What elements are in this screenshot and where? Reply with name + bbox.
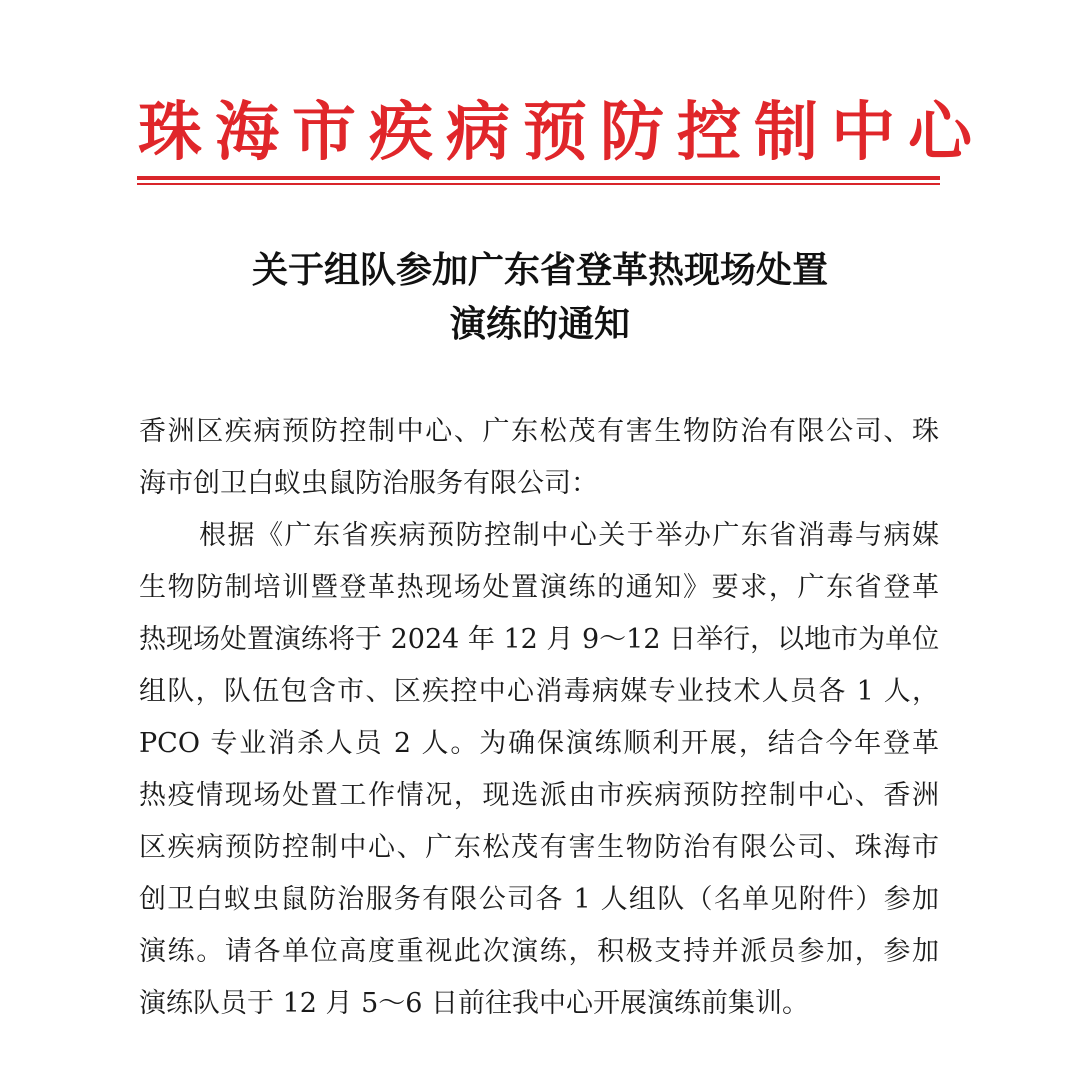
body-line: 热现场处置演练将于 2024 年 12 月 9～12 日举行，以地市为单位 (139, 624, 940, 655)
body-line: 根据《广东省疾病预防控制中心关于举办广东省消毒与病媒 (199, 520, 939, 551)
body-line: PCO 专业消杀人员 2 人。为确保演练顺利开展，结合今年登革 (139, 728, 939, 759)
body-line: 热疫情现场处置工作情况，现选派由市疾病预防控制中心、香洲 (139, 780, 939, 811)
body-line: 生物防制培训暨登革热现场处置演练的通知》要求，广东省登革 (139, 572, 939, 603)
body-line: 区疾病预防控制中心、广东松茂有害生物防治有限公司、珠海市 (139, 832, 939, 863)
notice-title-line-1: 关于组队参加广东省登革热现场处置 (251, 249, 828, 291)
header-divider-thick (137, 176, 940, 180)
notice-title-line-2: 演练的通知 (449, 303, 630, 345)
organization-header: 珠海市疾病预防控制中心 (138, 95, 985, 170)
body-line: 创卫白蚁虫鼠防治服务有限公司各 1 人组队（名单见附件）参加 (139, 884, 939, 915)
addressee-line-1: 香洲区疾病预防控制中心、广东松茂有害生物防治有限公司、珠 (139, 416, 939, 447)
body-line: 演练。请各单位高度重视此次演练，积极支持并派员参加，参加 (139, 936, 939, 967)
header-divider-thin (137, 183, 940, 185)
body-line: 演练队员于 12 月 5～6 日前往我中心开展演练前集训。 (139, 988, 810, 1019)
addressee-line-2: 海市创卫白蚁虫鼠防治服务有限公司： (139, 468, 598, 499)
body-line: 组队，队伍包含市、区疾控中心消毒病媒专业技术人员各 1 人， (139, 676, 939, 707)
